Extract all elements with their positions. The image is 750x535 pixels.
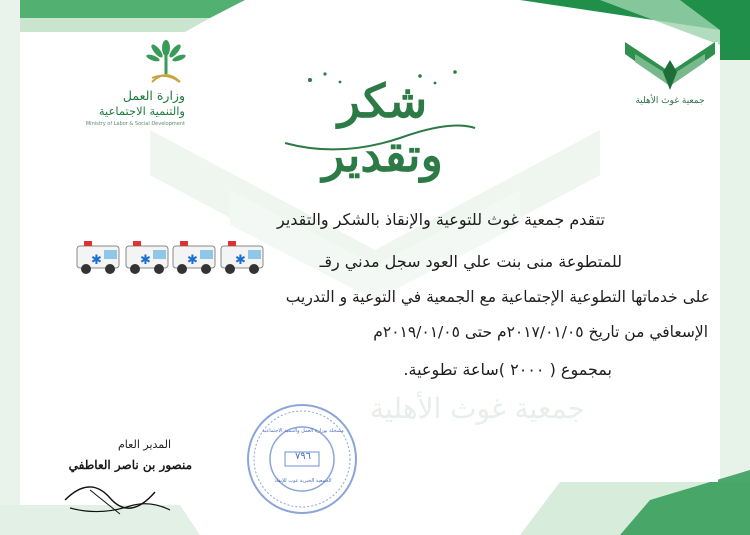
body-line-5: بمجموع ( ٢٠٠٠ )ساعة تطوعية. [403,360,612,379]
ambulance-icon [125,238,169,278]
body-line-1: تتقدم جمعية غوث للتوعية والإنقاذ بالشكر والتقدير [276,210,605,229]
ambulance-icon [220,238,264,278]
ministry-name-line2: والتنمية الاجتماعية [98,104,185,118]
body-line-2: للمتطوعة منى بنت علي العود سجل مدني رقـ [319,252,622,271]
seal-bottom-text: الجمعية الخيرية غوث للإنقاذ [274,478,332,484]
signatory-name: منصور بن ناصر العاطفي [68,458,192,472]
svg-text:✱: ✱ [235,253,246,268]
svg-text:✱: ✱ [140,253,151,268]
ambulance-icon [76,238,120,278]
seal-number: ٧٩٦ [294,451,312,462]
org-logo-icon [625,42,715,92]
svg-text:✱: ✱ [91,253,102,268]
body-line-3: على خدماتها التطوعية الإجتماعية مع الجمعية في التوعية و التدريب [285,288,710,306]
ambulance-icon [172,238,216,278]
body-line-4: الإسعافي من تاريخ ٢٠١٧/٠١/٠٥م حتى ٢٠١٩/٠١/٠٥م [373,323,708,341]
palm-swords-icon [146,38,186,86]
ministry-name-line1: وزارة العمل [122,88,185,103]
certificate-title: شكر وتقدير [322,74,443,182]
org-logo-text: جمعية غوث الأهلية [635,96,705,106]
ministry-name-english: Ministry of Labor & Social Development [85,121,185,127]
svg-text:✱: ✱ [187,253,198,268]
seal-top-text: مسجلة بوزارة العمل والتنمية الاجتماعية [262,428,344,434]
handwritten-signature [60,470,180,520]
signatory-role: المدير العام [118,438,172,451]
watermark-text: جمعية غوث الأهلية [370,392,585,425]
